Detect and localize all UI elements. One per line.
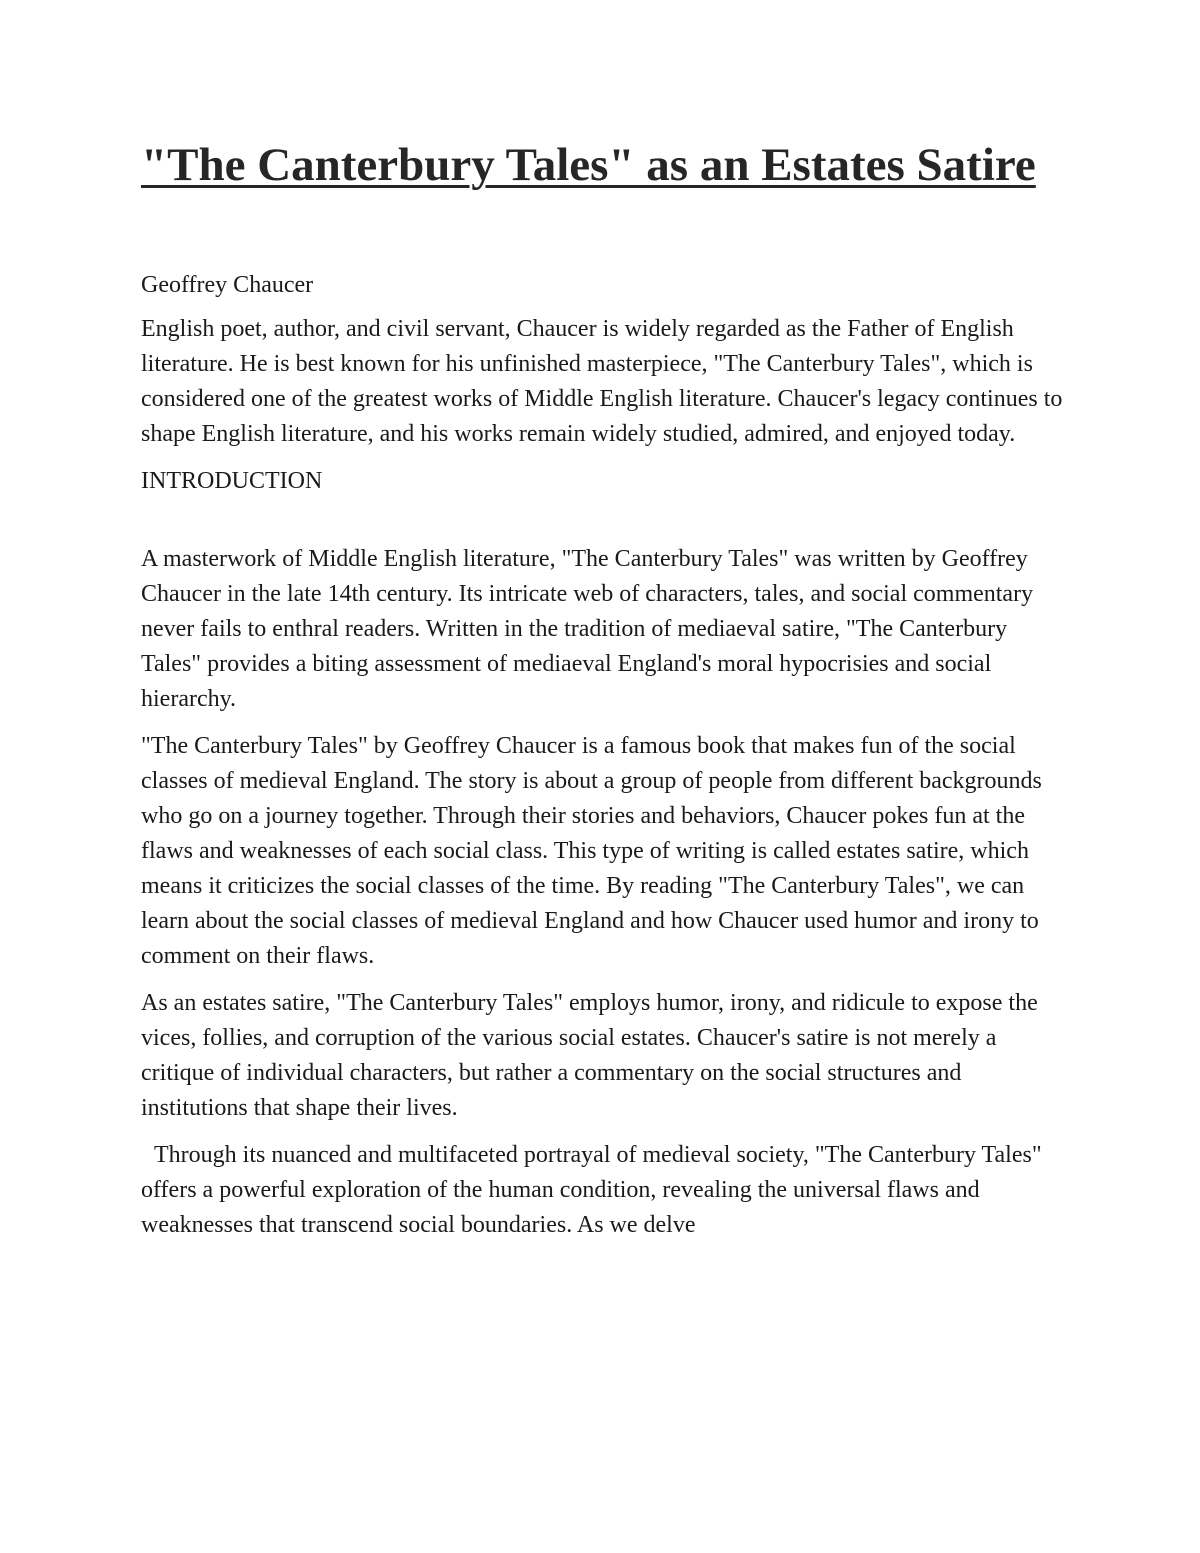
author-bio-paragraph: English poet, author, and civil servant, Chaucer is widely regarded as the Father of English literature. He is best known for his unfinished masterpiece, "The Canterbury Tales", which is considered one of the greatest works of Middle English literature. Chaucer's legacy continues to shape English literature, and his works remain widely studied, admired, and enjoyed today.	[141, 316, 1063, 447]
document-title: "The Canterbury Tales" as an Estates Satire	[141, 139, 1036, 191]
body-paragraph: "The Canterbury Tales" by Geoffrey Chaucer is a famous book that makes fun of the social classes of medieval England. The story is about a group of people from different backgrounds who go on a journey together. Through their stories and behaviors, Chaucer pokes fun at the flaws and weaknesses of each social class. This type of writing is called estates satire, which means it criticizes the social classes of the time. By reading "The Canterbury Tales", we can learn about the social classes of medieval England and how Chaucer used humor and irony to comment on their flaws.	[141, 733, 1042, 969]
document-page	[141, 138, 1066, 1243]
author-heading: Geoffrey Chaucer	[141, 272, 314, 298]
body-paragraph: Through its nuanced and multifaceted portrayal of medieval society, "The Canterbury Tales" offers a powerful exploration of the human condition, revealing the universal flaws and weaknesses that transcend social boundaries. As we delve	[141, 1142, 1042, 1238]
section-heading-introduction: INTRODUCTION	[141, 468, 323, 494]
body-paragraph: As an estates satire, "The Canterbury Tales" employs humor, irony, and ridicule to expose the vices, follies, and corruption of the various social estates. Chaucer's satire is not merely a critique of individual characters, but rather a commentary on the social structures and institutions that shape their lives.	[141, 990, 1038, 1121]
body-paragraph: A masterwork of Middle English literature, "The Canterbury Tales" was written by Geoffrey Chaucer in the late 14th century. Its intricate web of characters, tales, and social commentary never fails to enthral readers. Written in the tradition of mediaeval satire, "The Canterbury Tales" provides a biting assessment of mediaeval England's moral hypocrisies and social hierarchy.	[141, 546, 1034, 712]
